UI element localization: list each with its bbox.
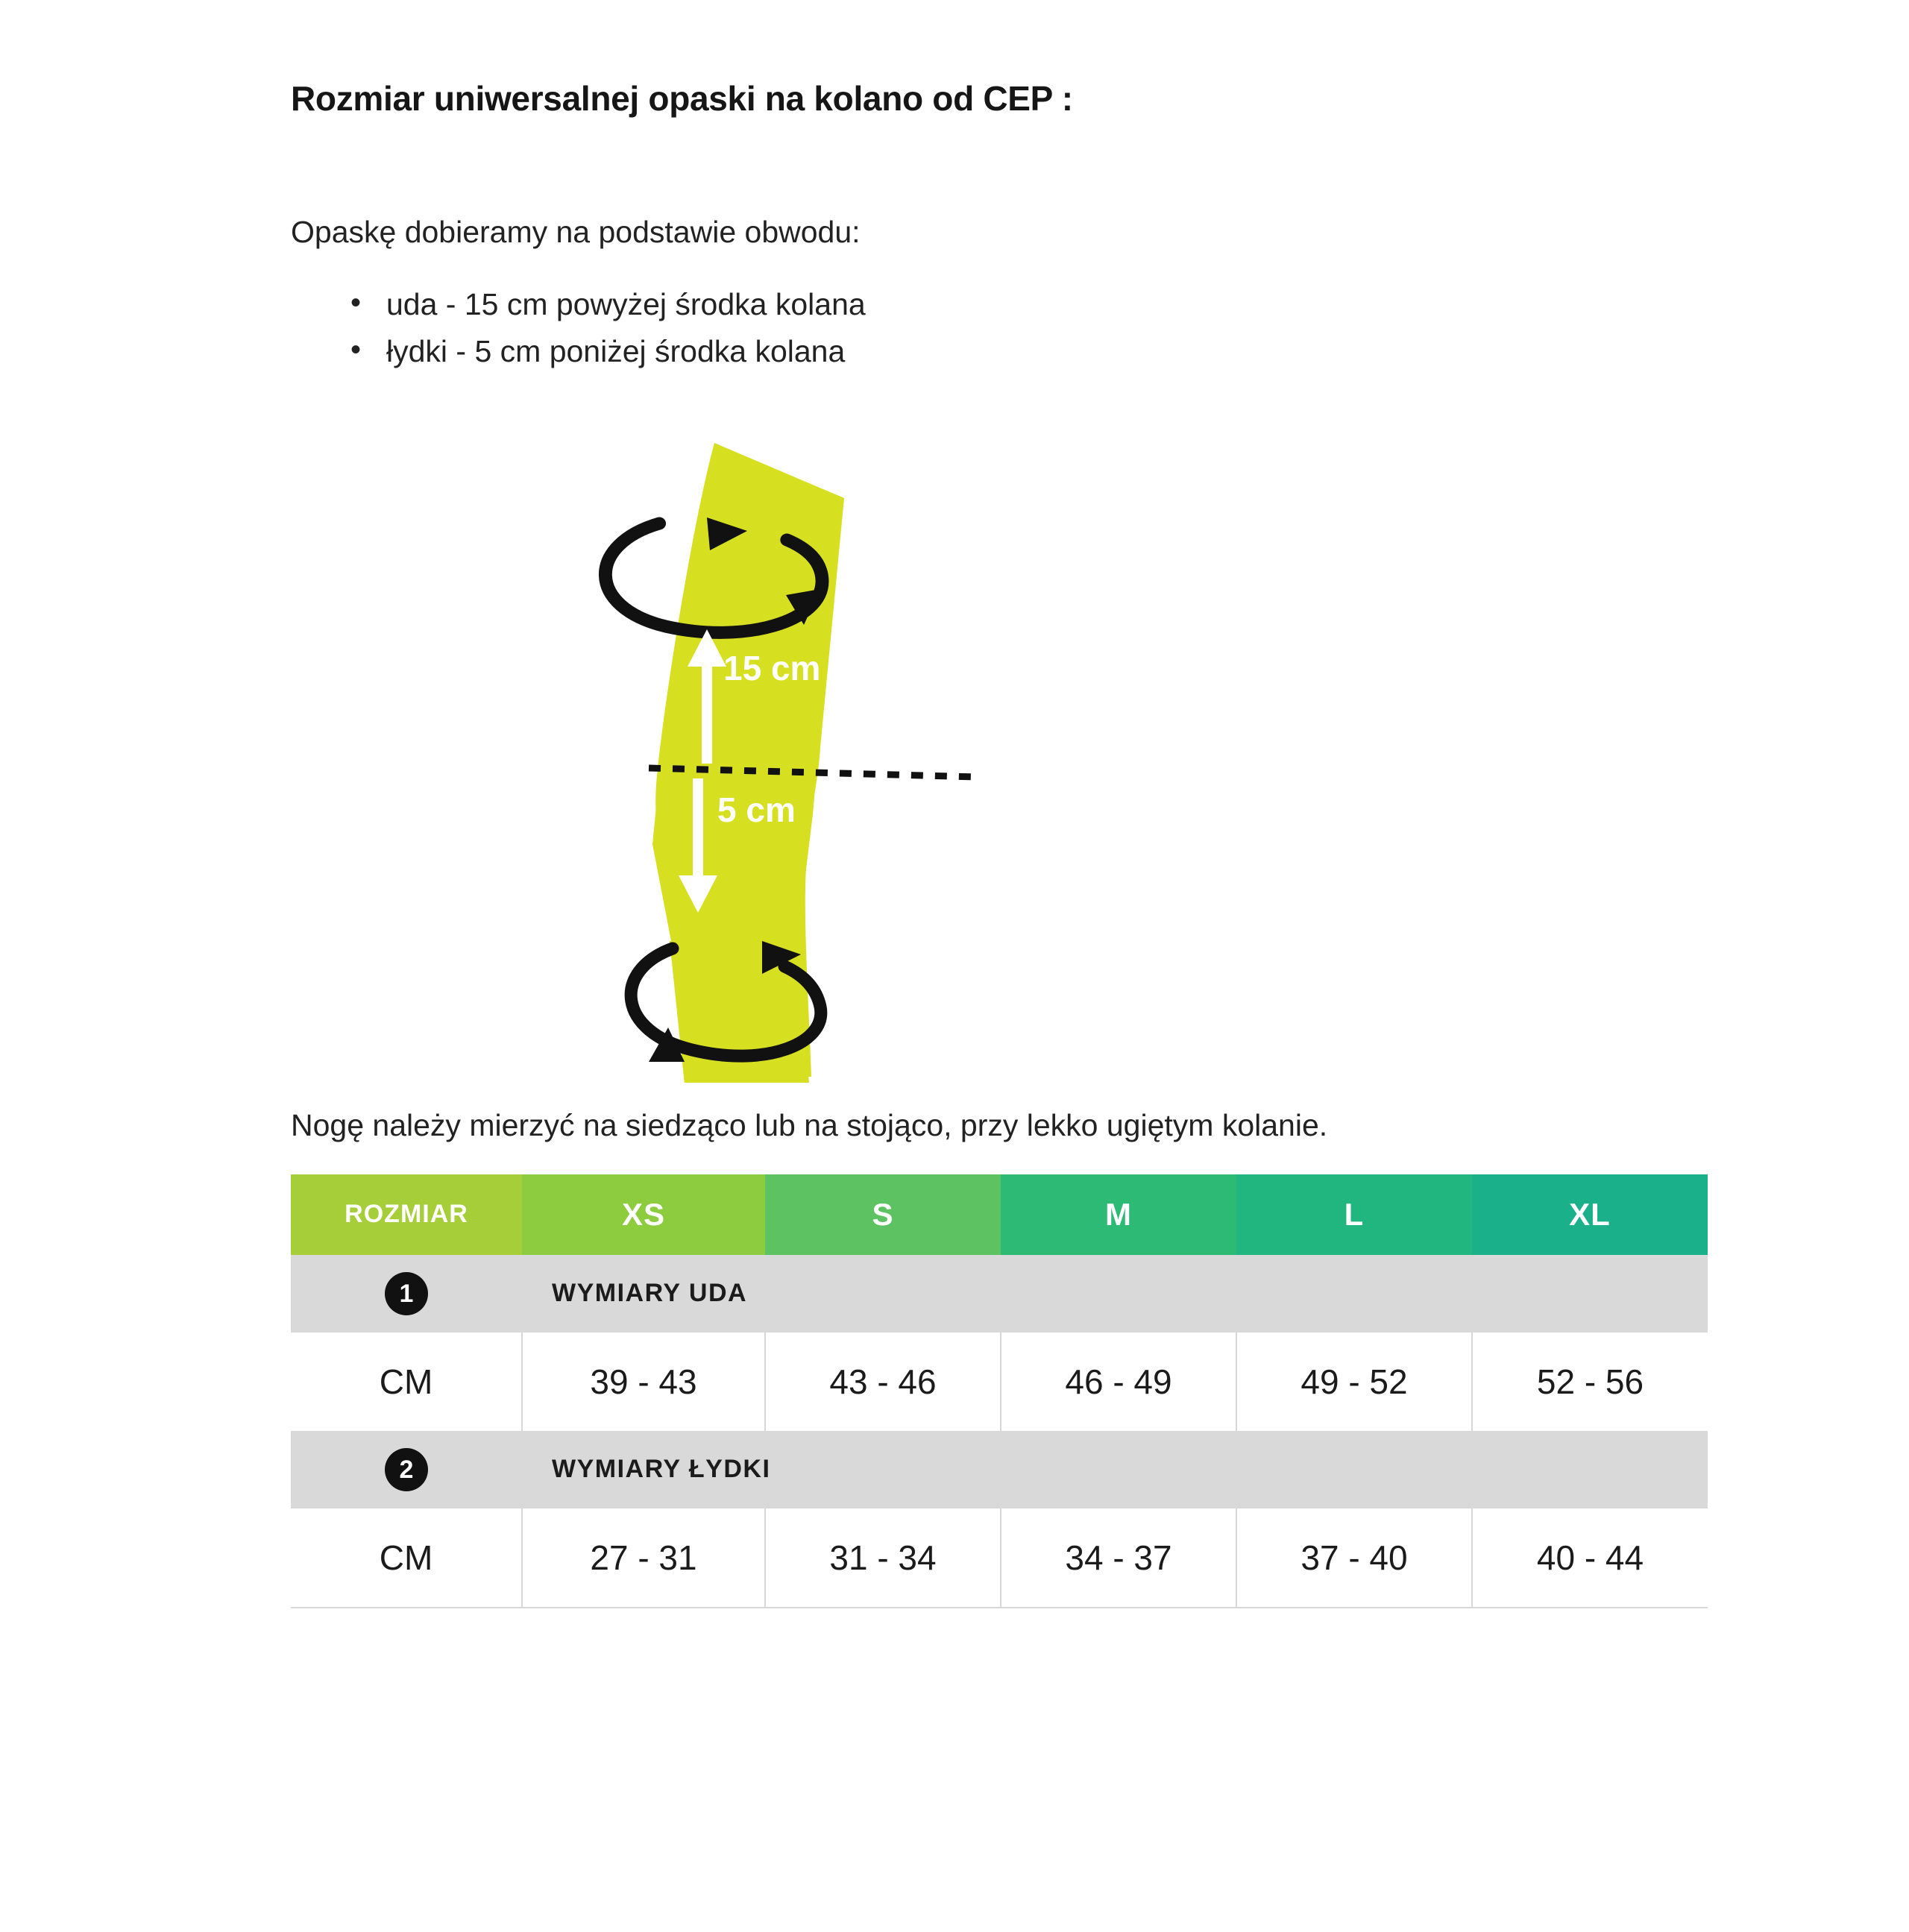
- group-row-thigh: [291, 1255, 1708, 1332]
- measurement-bullet-list: [291, 281, 1618, 376]
- cell-calf-m: 34 - 37: [1001, 1508, 1236, 1608]
- calf-distance-label: 5 cm: [717, 790, 796, 829]
- cell-calf-xs: 27 - 31: [522, 1508, 765, 1608]
- header-cell-m: M: [1001, 1174, 1236, 1255]
- table-bottom-divider: [291, 1608, 1708, 1616]
- table-row-thigh-cm: [291, 1332, 1708, 1431]
- group-badge-cell: [291, 1255, 522, 1332]
- thigh-distance-label: 15 cm: [723, 648, 821, 687]
- unit-cell: CM: [291, 1508, 522, 1608]
- page-title: Rozmiar uniwersalnej opaski na kolano od CEP :: [291, 78, 1073, 118]
- badge-number-icon: 1: [385, 1272, 428, 1315]
- header-cell-rozmiar: ROZMIAR: [291, 1174, 522, 1255]
- intro-text: Opaskę dobieramy na podstawie obwodu:: [291, 214, 861, 249]
- cell-thigh-s: 43 - 46: [765, 1332, 1001, 1431]
- header-cell-s: S: [765, 1174, 1001, 1255]
- cell-calf-l: 37 - 40: [1236, 1508, 1472, 1608]
- table-row-calf-cm: [291, 1508, 1708, 1608]
- list-item: • uda - 15 cm powyżej środka kolana: [350, 281, 1618, 329]
- header-cell-l: L: [1236, 1174, 1472, 1255]
- list-item: • łydki - 5 cm poniżej środka kolana: [350, 328, 1618, 376]
- unit-cell: CM: [291, 1332, 522, 1431]
- header-cell-xl: XL: [1472, 1174, 1708, 1255]
- table-header-row: [291, 1174, 1708, 1255]
- group-title-thigh: WYMIARY UDA: [522, 1255, 1708, 1332]
- cell-calf-s: 31 - 34: [765, 1508, 1001, 1608]
- measuring-note: Nogę należy mierzyć na siedząco lub na stojąco, przy lekko ugiętym kolanie.: [291, 1107, 1328, 1142]
- group-title-calf: WYMIARY ŁYDKI: [522, 1431, 1708, 1508]
- cell-thigh-m: 46 - 49: [1001, 1332, 1236, 1431]
- cell-thigh-l: 49 - 52: [1236, 1332, 1472, 1431]
- group-row-calf: [291, 1431, 1708, 1508]
- group-badge-cell: [291, 1431, 522, 1508]
- cell-thigh-xl: 52 - 56: [1472, 1332, 1708, 1431]
- badge-number-icon: 2: [385, 1448, 428, 1491]
- header-cell-xs: XS: [522, 1174, 765, 1255]
- cell-thigh-xs: 39 - 43: [522, 1332, 765, 1431]
- cell-calf-xl: 40 - 44: [1472, 1508, 1708, 1608]
- leg-measurement-illustration: [500, 427, 1171, 1083]
- size-chart-table: [291, 1174, 1708, 1616]
- size-guide-page: [0, 23, 1909, 1932]
